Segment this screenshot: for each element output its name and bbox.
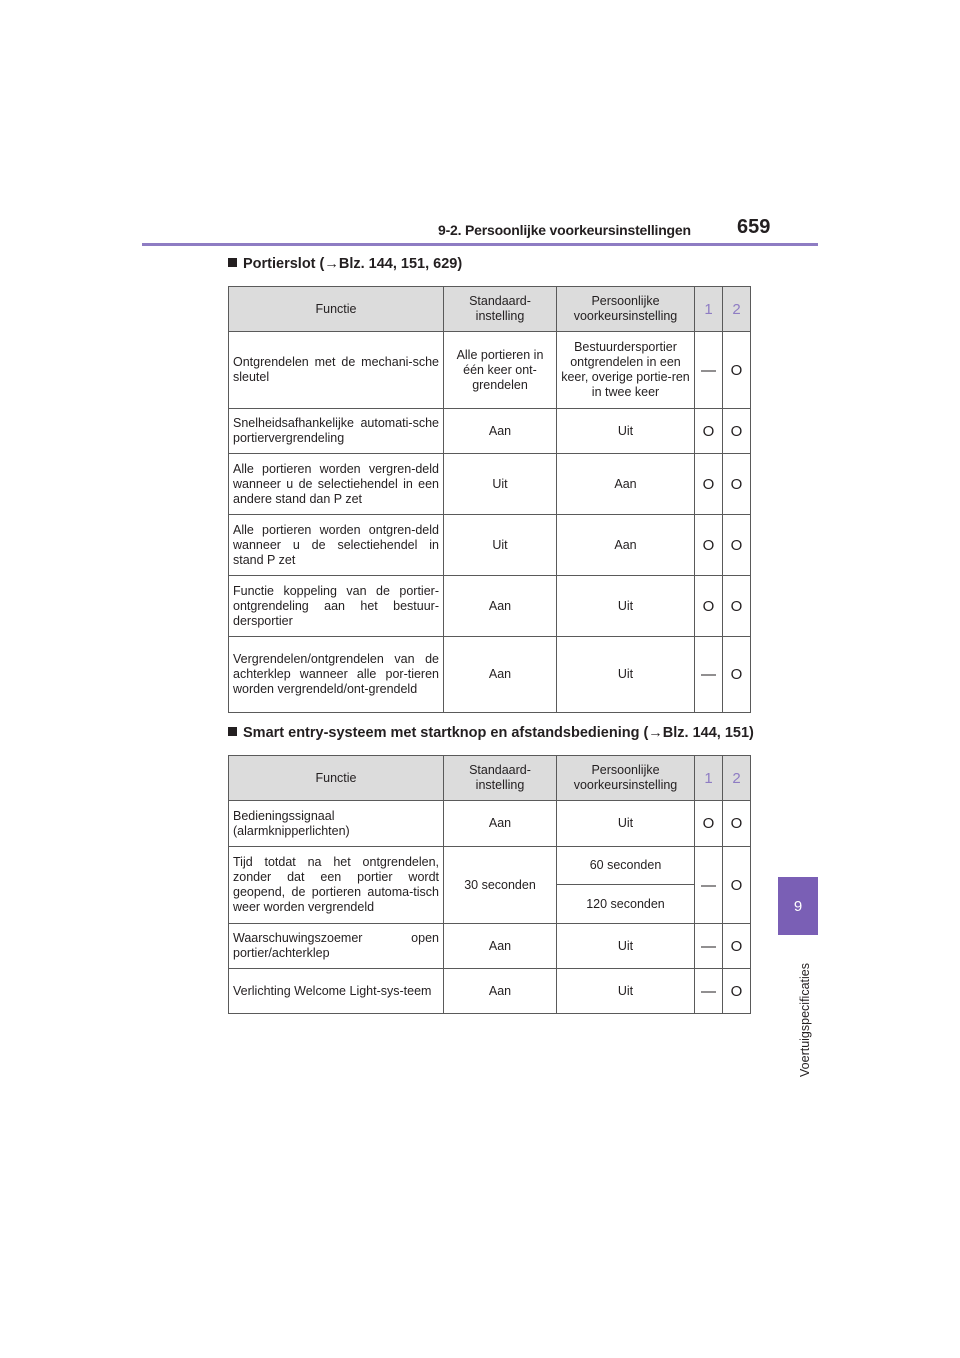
col-header-1: 1 <box>695 287 723 332</box>
cell-mark-2: O <box>723 969 751 1014</box>
cell-default: Aan <box>444 969 557 1014</box>
header-rule <box>142 243 818 246</box>
cell-default: Aan <box>444 801 557 847</box>
cell-default: Alle portieren in één keer ont-grendelen <box>444 332 557 409</box>
cell-default: Uit <box>444 515 557 576</box>
cell-mark-1: O <box>695 454 723 515</box>
bullet-square-icon <box>228 727 237 736</box>
cell-custom: Uit <box>557 576 695 637</box>
cell-custom: Uit <box>557 924 695 969</box>
col-header-2: 2 <box>723 287 751 332</box>
cell-custom: Aan <box>557 515 695 576</box>
col-header-functie: Functie <box>229 287 444 332</box>
table-portierslot <box>228 286 751 713</box>
cell-custom: Bestuurdersportier ontgrendelen in een keer, overige portie-ren in twee keer <box>557 332 695 409</box>
cell-function: Tijd totdat na het ontgrendelen, zonder dat een portier wordt geopend, de portieren automa-tisch weer worden vergrendeld <box>229 847 444 924</box>
cell-default: Aan <box>444 924 557 969</box>
col-header-persoonlijk: Persoonlijke voorkeursinstelling <box>557 287 695 332</box>
cell-mark-2: O <box>723 454 751 515</box>
cell-custom: Uit <box>557 637 695 713</box>
cell-default: Aan <box>444 409 557 454</box>
cell-function: Alle portieren worden ontgren-deld wanneer u de selectiehendel in stand P zet <box>229 515 444 576</box>
table-row <box>229 801 751 847</box>
col-header-2: 2 <box>723 756 751 801</box>
cell-mark-1: O <box>695 515 723 576</box>
cell-custom: Aan <box>557 454 695 515</box>
table-row <box>229 515 751 576</box>
col-header-standaard: Standaard-instelling <box>444 287 557 332</box>
cell-mark-2: O <box>723 515 751 576</box>
cell-mark-1: — <box>695 847 723 924</box>
cell-function: Snelheidsafhankelijke automati-sche portiervergrendeling <box>229 409 444 454</box>
cell-default: Aan <box>444 576 557 637</box>
chapter-tab[interactable]: 9 <box>778 877 818 935</box>
cell-default: Aan <box>444 637 557 713</box>
table-row <box>229 409 751 454</box>
cell-mark-1: O <box>695 409 723 454</box>
col-header-standaard: Standaard-instelling <box>444 756 557 801</box>
cell-function: Vergrendelen/ontgrendelen van de achterklep wanneer alle por-tieren worden vergrendeld/ont-grendeld <box>229 637 444 713</box>
chapter-side-label: Voertuigspecificaties <box>798 963 812 1077</box>
cell-mark-2: O <box>723 576 751 637</box>
col-header-functie: Functie <box>229 756 444 801</box>
cell-custom: Uit <box>557 409 695 454</box>
table-row <box>229 847 751 885</box>
cell-function: Functie koppeling van de portier-ontgrendeling aan het bestuur-dersportier <box>229 576 444 637</box>
cell-mark-1: O <box>695 576 723 637</box>
cell-custom: Uit <box>557 969 695 1014</box>
cell-mark-2: O <box>723 847 751 924</box>
cell-mark-2: O <box>723 801 751 847</box>
cell-mark-1: — <box>695 924 723 969</box>
table-row <box>229 576 751 637</box>
table-row <box>229 969 751 1014</box>
cell-mark-1: O <box>695 801 723 847</box>
table-row <box>229 637 751 713</box>
cell-function: Verlichting Welcome Light-sys-teem <box>229 969 444 1014</box>
page-number: 659 <box>737 216 771 238</box>
col-header-1: 1 <box>695 756 723 801</box>
table-row <box>229 454 751 515</box>
chapter-title: 9-2. Persoonlijke voorkeursinstellingen <box>438 222 691 238</box>
cell-mark-1: — <box>695 332 723 409</box>
cell-mark-2: O <box>723 409 751 454</box>
cell-custom-a: 60 seconden <box>557 847 695 885</box>
col-header-persoonlijk: Persoonlijke voorkeursinstelling <box>557 756 695 801</box>
cell-mark-2: O <box>723 637 751 713</box>
bullet-square-icon <box>228 258 237 267</box>
table-row <box>229 332 751 409</box>
cell-custom: Uit <box>557 801 695 847</box>
cell-custom-b: 120 seconden <box>557 885 695 924</box>
cell-function: Bedieningssignaal (alarmknipperlichten) <box>229 801 444 847</box>
cell-default: Uit <box>444 454 557 515</box>
cell-mark-1: — <box>695 969 723 1014</box>
table-smart-entry <box>228 755 751 1014</box>
cell-mark-2: O <box>723 332 751 409</box>
cell-mark-1: — <box>695 637 723 713</box>
cell-default: 30 seconden <box>444 847 557 924</box>
cell-function: Ontgrendelen met de mechani-sche sleutel <box>229 332 444 409</box>
cell-function: Waarschuwingszoemer open portier/achterklep <box>229 924 444 969</box>
cell-mark-2: O <box>723 924 751 969</box>
section-title-portierslot: Portierslot (→Blz. 144, 151, 629) <box>228 256 462 272</box>
table-row <box>229 924 751 969</box>
section-title-smart-entry: Smart entry-systeem met startknop en afstandsbediening (→Blz. 144, 151) <box>228 725 754 741</box>
cell-function: Alle portieren worden vergren-deld wanneer u de selectiehendel in een andere stand dan P zet <box>229 454 444 515</box>
